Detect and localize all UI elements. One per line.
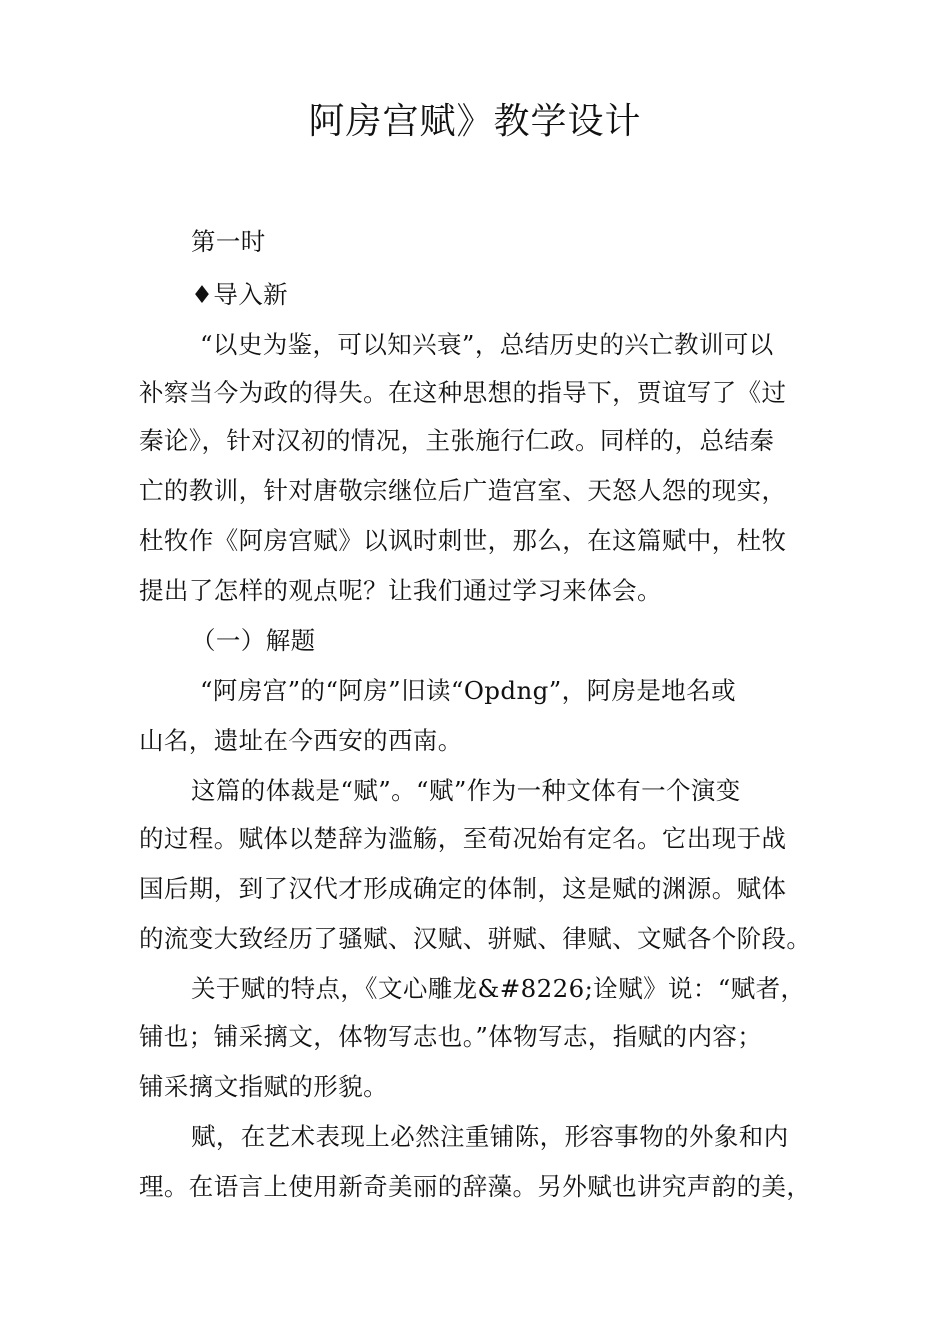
section-intro-heading: ♦导入新 <box>191 280 289 309</box>
paragraph-line: 山名，遗址在今西安的西南。 <box>139 726 463 755</box>
paragraph-line: 补察当今为政的得失。在这种思想的指导下，贾谊写了《过 <box>139 378 787 407</box>
paragraph-line: 秦论》，针对汉初的情况，主张施行仁政。同样的，总结秦 <box>139 426 775 455</box>
paragraph-line: “以史为鉴，可以知兴衰”，总结历史的兴亡教训可以 <box>200 330 774 359</box>
paragraph-line: 的过程。赋体以楚辞为滥觞，至荀况始有定名。它出现于战 <box>139 824 787 853</box>
paragraph-line: 提出了怎样的观点呢？让我们通过学习来体会。 <box>139 576 662 605</box>
paragraph-line: 亡的教训，针对唐敬宗继位后广造宫室、天怒人怨的现实， <box>139 476 787 505</box>
paragraph-line: 理。在语言上使用新奇美丽的辞藻。另外赋也讲究声韵的美， <box>139 1172 812 1201</box>
paragraph-line: “阿房宫”的“阿房”旧读“Opdng”，阿房是地名或 <box>200 676 736 705</box>
paragraph-line: 国后期，到了汉代才形成确定的体制，这是赋的渊源。赋体 <box>139 874 787 903</box>
section-title-heading: （一）解题 <box>191 626 316 655</box>
document-title: 阿房宫赋》教学设计 <box>308 101 642 142</box>
paragraph-line: 铺也；铺采摛文，体物写志也。”体物写志，指赋的内容； <box>139 1022 763 1051</box>
section-lesson-heading: 第一时 <box>191 227 266 256</box>
paragraph-line: 这篇的体裁是“赋”。“赋”作为一种文体有一个演变 <box>191 776 741 805</box>
paragraph-line: 赋，在艺术表现上必然注重铺陈，形容事物的外象和内 <box>191 1122 789 1151</box>
paragraph-line: 杜牧作《阿房宫赋》以讽时刺世，那么，在这篇赋中，杜牧 <box>139 526 787 555</box>
paragraph-line: 的流变大致经历了骚赋、汉赋、骈赋、律赋、文赋各个阶段。 <box>139 924 812 953</box>
paragraph-line: 铺采摛文指赋的形貌。 <box>139 1072 388 1101</box>
paragraph-line: 关于赋的特点，《文心雕龙&#8226;诠赋》说：“赋者， <box>191 974 806 1003</box>
